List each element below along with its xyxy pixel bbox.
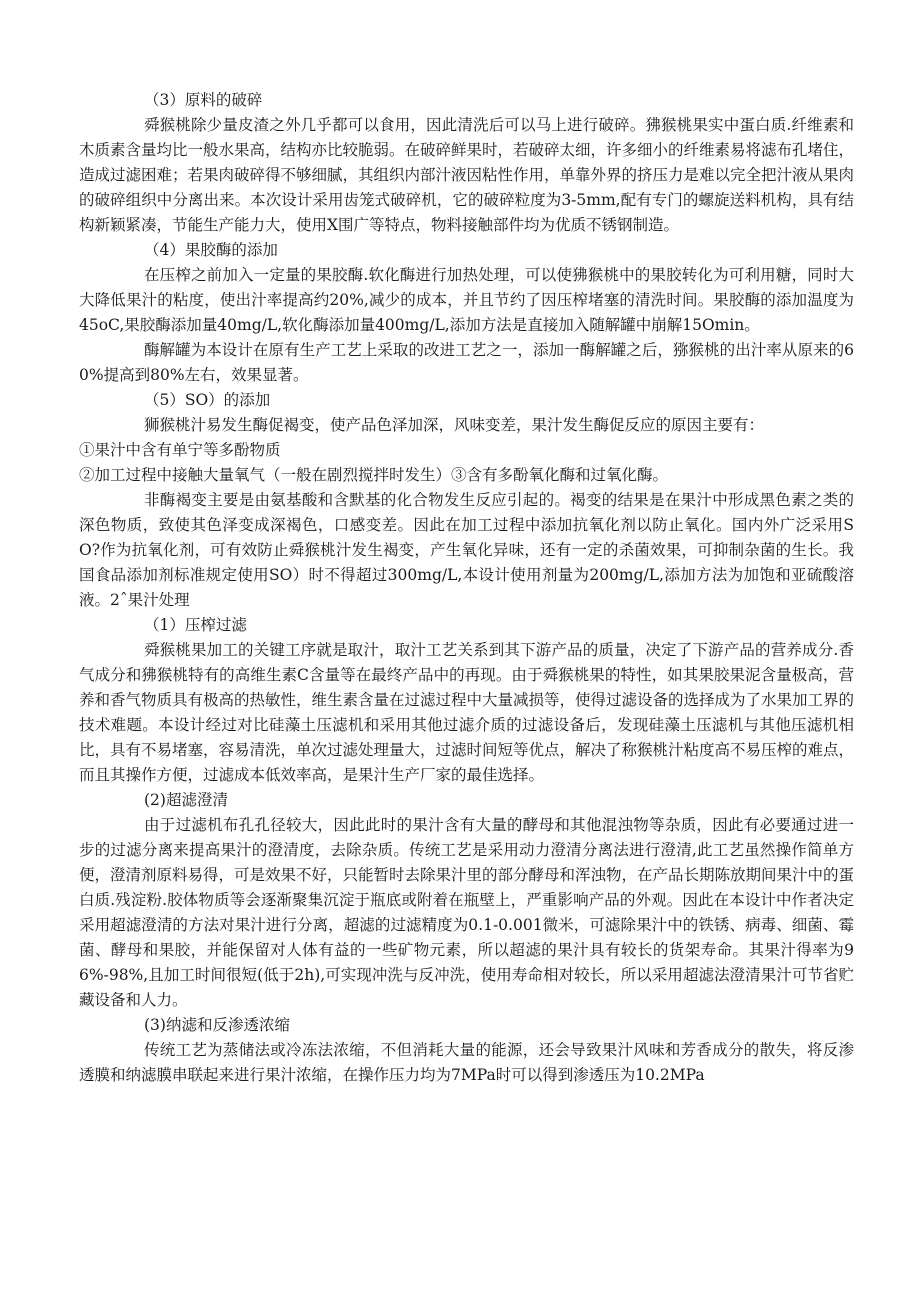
- paragraph-browning-intro: 狮猴桃汁易发生酶促褐变，使产品色泽加深，风味变差，果汁发生酶促反应的原因主要有：: [144, 416, 765, 434]
- list-item-cause-1: ①果汁中含有单宁等多酚物质: [79, 441, 281, 459]
- paragraph-press-filtration: 舜猴桃果加工的关键工序就是取汁，取汁工艺关系到其下游产品的质量，决定了下游产品的营养成分.香气成分和狒猴桃特有的高维生素C含量等在最终产品中的再现。由于舜猴桃果的特性，如其果胶果泥含量极高，营养和香气物质具有极高的热敏性，维生素含量在过滤过程中大量减损等，使得过滤设备的选择成为了水果加工界的技术难题。本设计经过对比硅藻土压滤机和采用其他过滤介质的过滤设备后，发现硅藻土压滤机与其他压滤机相比，具有不易堵塞，容易清洗，单次过滤处理量大，过滤时间短等优点，解决了称猴桃汁粘度高不易压榨的难点，而且其操作方便，过滤成本低效率高，是果汁生产厂家的最佳选择。: [79, 641, 855, 784]
- section-heading-crushing: （3）原料的破碎: [144, 91, 263, 109]
- list-item-cause-2-3: ②加工过程中接触大量氧气（一般在剧烈搅拌时发生）③含有多酚氧化酶和过氧化酶。: [79, 466, 669, 484]
- paragraph-enzymolysis-tank: 酶解罐为本设计在原有生产工艺上采取的改进工艺之一，添加一酶解罐之后，猕猴桃的出汁率从原来的60%提高到80%左右，效果显著。: [79, 341, 854, 384]
- section-heading-so2: （5）SO）的添加: [144, 391, 271, 409]
- section-heading-concentration: (3)纳滤和反渗透浓缩: [144, 1016, 290, 1034]
- paragraph-concentration: 传统工艺为蒸储法或冷冻法浓缩，不但消耗大量的能源，还会导致果汁风味和芳香成分的散失，将反渗透膜和纳滤膜串联起来进行果汁浓缩，在操作压力均为7MPa时可以得到渗透压为10.2MPa: [79, 1041, 854, 1084]
- paragraph-crushing: 舜猴桃除少量皮渣之外几乎都可以食用，因此清洗后可以马上进行破碎。狒猴桃果实中蛋白质.纤维素和木质素含量均比一般水果高，结构亦比较脆弱。在破碎鲜果时，若破碎太细，许多细小的纤维素易将滤布孔堵住，造成过滤困难；若果肉破碎得不够细腻，其组织内部汁液因粘性作用，单靠外界的挤压力是难以完全把汁液从果肉的破碎组织中分离出来。本次设计采用齿笼式破碎机，它的破碎粒度为3-5mm,配有专门的螺旋送料机构，具有结构新颖紧凑，节能生产能力大，使用X围广等特点，物料接触部件均为优质不锈钢制造。: [79, 116, 855, 234]
- section-heading-ultrafiltration: (2)超滤澄清: [144, 791, 228, 809]
- paragraph-ultrafiltration: 由于过滤机布孔孔径较大，因此此时的果汁含有大量的酵母和其他混浊物等杂质，因此有必要通过进一步的过滤分离来提高果汁的澄清度，去除杂质。传统工艺是采用动力澄清分离法进行澄清,此工艺虽然操作简单方便，澄清剂原料易得，可是效果不好，只能暂时去除果汁里的部分酵母和浑浊物，在产品长期陈放期间果汁中的蛋白质.残淀粉.胶体物质等会逐渐聚集沉淀于瓶底或附着在瓶壁上，严重影响产品的外观。因此在本设计中作者决定采用超滤澄清的方法对果汁进行分离，超滤的过滤精度为0.1-0.001微米，可滤除果汁中的铁锈、病毒、细菌、霉菌、酵母和果胶，并能保留对人体有益的一些矿物元素，所以超滤的果汁具有较长的货架寿命。其果汁得率为96%-98%,且加工时间很短(低于2h),可实现冲洗与反冲洗，使用寿命相对较长，所以采用超滤法澄清果汁可节省贮藏设备和人力。: [79, 816, 855, 1009]
- paragraph-pectinase: 在压榨之前加入一定量的果胶酶.软化酶进行加热处理，可以使狒猴桃中的果胶转化为可利用糖，同时大大降低果汁的粘度，使出汁率提高约20%,减少的成本，并且节约了因压榨堵塞的清洗时间。果胶酶的添加温度为45oC,果胶酶添加量40mg/L,软化酶添加量400mg/L,添加方法是直接加入随解罐中崩解15Omin。: [79, 266, 854, 334]
- document-body: [79, 88, 854, 1088]
- section-heading-press-filtration: （1）压榨过滤: [144, 616, 247, 634]
- section-heading-pectinase: （4）果胶酶的添加: [144, 241, 278, 259]
- paragraph-non-enzymatic-browning: 非酶褐变主要是由氨基酸和含默基的化合物发生反应引起的。褐变的结果是在果汁中形成黑色素之类的深色物质，致使其色泽变成深褐色，口感变差。因此在加工过程中添加抗氧化剂以防止氧化。国内外广泛采用SO?作为抗氧化剂，可有效防止舜猴桃汁发生褐变，产生氧化异味，还有一定的杀菌效果，可抑制杂菌的生长。我国食品添加剂标准规定使用SO）时不得超过300mg/L,本设计使用剂量为200mg/L,添加方法为加饱和亚硫酸溶液。2ˆ果汁处理: [79, 491, 854, 609]
